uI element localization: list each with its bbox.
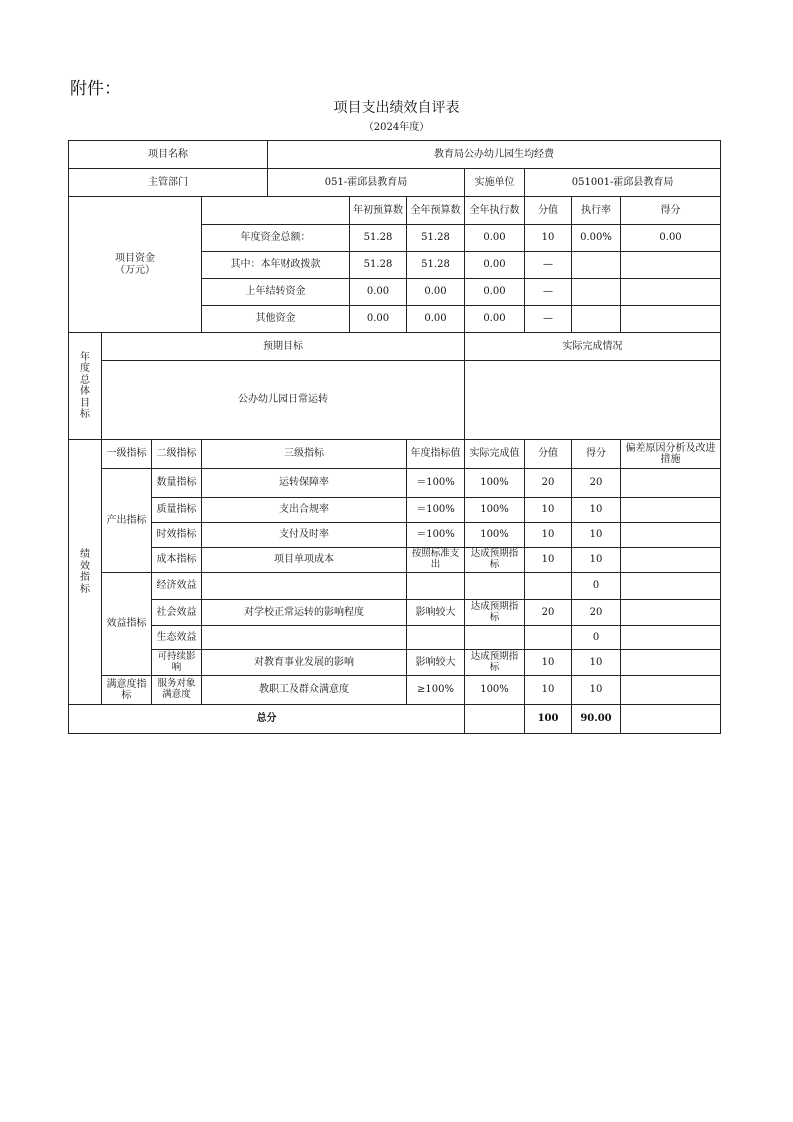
funds-header-executed: 全年执行数 [465, 197, 525, 225]
note [621, 600, 721, 626]
impl-label: 实施单位 [465, 169, 525, 197]
funds-score-value: — [525, 279, 572, 306]
funds-row-label: 其他资金 [202, 306, 350, 333]
value: 10 [525, 523, 572, 548]
funds-executed: 0.00 [465, 225, 525, 252]
value: 20 [525, 469, 572, 498]
funds-row-label: 上年结转资金 [202, 279, 350, 306]
funds-executed: 0.00 [465, 279, 525, 306]
funds-score-value: 10 [525, 225, 572, 252]
funds-initial: 0.00 [350, 279, 407, 306]
actual: 达成预期指标 [465, 600, 525, 626]
funds-executed: 0.00 [465, 306, 525, 333]
level3: 项目单项成本 [202, 548, 407, 573]
level2: 质量指标 [152, 498, 202, 523]
project-name-label: 项目名称 [69, 141, 268, 169]
impl-value: 051001-霍邱县教育局 [525, 169, 721, 197]
value: 10 [525, 650, 572, 676]
level1-satisfaction: 满意度指标 [102, 676, 152, 705]
level3: 支出合规率 [202, 498, 407, 523]
total-label: 总分 [69, 705, 465, 734]
total-value: 100 [525, 705, 572, 734]
level3 [202, 573, 407, 600]
funds-score [621, 306, 721, 333]
actual-completion-label: 实际完成情况 [465, 333, 721, 361]
value: 20 [525, 600, 572, 626]
funds-row-label: 年度资金总额： [202, 225, 350, 252]
actual: 达成预期指标 [465, 650, 525, 676]
funds-rate [572, 279, 621, 306]
score: 20 [572, 600, 621, 626]
level2: 社会效益 [152, 600, 202, 626]
page-title: 项目支出绩效自评表 [333, 100, 460, 116]
funds-header-annual: 全年预算数 [407, 197, 465, 225]
self-evaluation-table [68, 140, 721, 734]
total-score: 90.00 [572, 705, 621, 734]
funds-annual: 0.00 [407, 306, 465, 333]
target: ≥100% [407, 676, 465, 705]
indicator-row [69, 650, 721, 676]
ind-header-value: 分值 [525, 440, 572, 469]
level1-benefit: 效益指标 [102, 573, 152, 676]
funds-rate [572, 306, 621, 333]
level2: 成本指标 [152, 548, 202, 573]
funds-executed: 0.00 [465, 252, 525, 279]
target: ＝100% [407, 498, 465, 523]
funds-row-label: 其中：本年财政拨款 [202, 252, 350, 279]
ind-header-target: 年度指标值 [407, 440, 465, 469]
indicator-row [69, 626, 721, 650]
level3 [202, 626, 407, 650]
actual [465, 573, 525, 600]
target: 影响较大 [407, 650, 465, 676]
target: 按照标准支出 [407, 548, 465, 573]
funds-score-value: — [525, 252, 572, 279]
funds-header-rate: 执行率 [572, 197, 621, 225]
note [621, 498, 721, 523]
indicator-row [69, 676, 721, 705]
expected-goal-label: 预期目标 [102, 333, 465, 361]
ind-header-level3: 三级指标 [202, 440, 407, 469]
note [621, 548, 721, 573]
funds-annual: 0.00 [407, 279, 465, 306]
funds-header-score: 得分 [621, 197, 721, 225]
attachment-label: 附件： [70, 79, 121, 99]
expected-goal: 公办幼儿园日常运转 [102, 361, 465, 440]
funds-score [621, 279, 721, 306]
note [621, 523, 721, 548]
actual [465, 626, 525, 650]
project-name: 教育局公办幼儿园生均经费 [268, 141, 721, 169]
value: 10 [525, 548, 572, 573]
ind-header-note: 偏差原因分析及改进措施 [621, 440, 721, 469]
dept-value: 051-霍邱县教育局 [268, 169, 465, 197]
target: 影响较大 [407, 600, 465, 626]
funds-header-initial: 年初预算数 [350, 197, 407, 225]
indicator-row [69, 548, 721, 573]
level3: 对学校正常运转的影响程度 [202, 600, 407, 626]
score: 0 [572, 626, 621, 650]
target [407, 626, 465, 650]
level3: 运转保障率 [202, 469, 407, 498]
score: 10 [572, 523, 621, 548]
funds-score [621, 252, 721, 279]
funds-header-score-value: 分值 [525, 197, 572, 225]
value [525, 573, 572, 600]
target: ＝100% [407, 469, 465, 498]
total-note [621, 705, 721, 734]
ind-header-score: 得分 [572, 440, 621, 469]
funds-initial: 51.28 [350, 252, 407, 279]
indicator-row [69, 573, 721, 600]
level3: 教职工及群众满意度 [202, 676, 407, 705]
actual-completion [465, 361, 721, 440]
score: 10 [572, 548, 621, 573]
level3: 支付及时率 [202, 523, 407, 548]
funds-initial: 51.28 [350, 225, 407, 252]
ind-header-level2: 二级指标 [152, 440, 202, 469]
funds-score: 0.00 [621, 225, 721, 252]
score: 10 [572, 676, 621, 705]
ind-header-actual: 实际完成值 [465, 440, 525, 469]
funds-rate [572, 252, 621, 279]
score: 20 [572, 469, 621, 498]
target: ＝100% [407, 523, 465, 548]
note [621, 676, 721, 705]
annual-goal-label: 年 度 总 体 目 标 [69, 333, 102, 440]
funds-annual: 51.28 [407, 252, 465, 279]
score: 10 [572, 498, 621, 523]
indicator-row [69, 523, 721, 548]
value: 10 [525, 676, 572, 705]
note [621, 469, 721, 498]
dept-label: 主管部门 [69, 169, 268, 197]
funds-initial: 0.00 [350, 306, 407, 333]
actual: 100% [465, 498, 525, 523]
note [621, 626, 721, 650]
value: 10 [525, 498, 572, 523]
indicator-row [69, 600, 721, 626]
level2: 经济效益 [152, 573, 202, 600]
note [621, 573, 721, 600]
actual: 100% [465, 523, 525, 548]
total-actual [465, 705, 525, 734]
indicator-row [69, 469, 721, 498]
actual: 100% [465, 676, 525, 705]
report-year: （2024年度） [363, 122, 430, 133]
actual: 100% [465, 469, 525, 498]
target [407, 573, 465, 600]
level2: 服务对象满意度 [152, 676, 202, 705]
note [621, 650, 721, 676]
level3: 对教育事业发展的影响 [202, 650, 407, 676]
score: 10 [572, 650, 621, 676]
indicator-row [69, 498, 721, 523]
funds-annual: 51.28 [407, 225, 465, 252]
ind-header-level1: 一级指标 [102, 440, 152, 469]
level2: 可持续影响 [152, 650, 202, 676]
funds-label: 项目资金 （万元） [69, 197, 202, 333]
performance-indicators-label: 绩 效 指 标 [69, 440, 102, 705]
actual: 达成预期指标 [465, 548, 525, 573]
level2: 时效指标 [152, 523, 202, 548]
funds-score-value: — [525, 306, 572, 333]
level2: 生态效益 [152, 626, 202, 650]
funds-header-blank [202, 197, 350, 225]
level1-output: 产出指标 [102, 469, 152, 573]
score: 0 [572, 573, 621, 600]
level2: 数量指标 [152, 469, 202, 498]
value [525, 626, 572, 650]
funds-rate: 0.00% [572, 225, 621, 252]
